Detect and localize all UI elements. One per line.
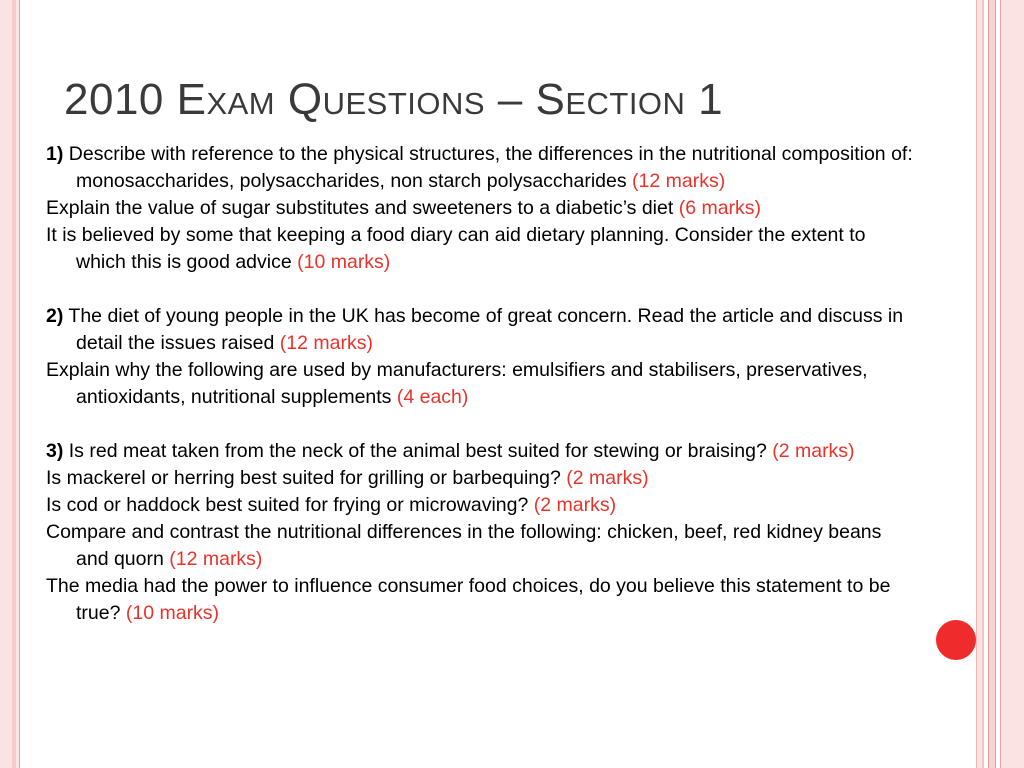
right-frame-band <box>988 0 996 768</box>
marks-label: (6 marks) <box>678 197 762 219</box>
red-circle-decoration <box>936 620 976 660</box>
marks-label: (2 marks) <box>772 440 855 462</box>
section-spacer <box>46 276 916 303</box>
question-item <box>46 357 916 411</box>
marks-label: (12 marks) <box>279 332 373 354</box>
question-item <box>46 519 916 573</box>
question-text: Is red meat taken from the neck of the animal best suited for stewing or braising? <box>68 440 767 462</box>
question-item <box>46 438 916 465</box>
slide-body <box>46 141 916 627</box>
left-frame-stripe <box>12 0 16 768</box>
marks-label: (4 each) <box>396 386 469 408</box>
question-text: Is mackerel or herring best suited for grilling or barbequing? <box>46 467 561 489</box>
right-frame-border <box>976 0 1024 768</box>
question-item <box>46 303 916 357</box>
question-text: Describe with reference to the physical structures, the differences in the nutritional composition of: monosaccharides, polysaccharides, non starch polysaccharides <box>68 143 913 192</box>
question-number: 2) <box>46 305 64 327</box>
marks-label: (10 marks) <box>125 602 220 624</box>
marks-label: (2 marks) <box>566 467 649 489</box>
marks-label: (12 marks) <box>632 170 726 192</box>
question-text: Compare and contrast the nutritional differences in the following: chicken, beef, red kidney beans and quorn <box>46 521 882 570</box>
question-text: Explain why the following are used by manufacturers: emulsifiers and stabilisers, preservatives, antioxidants, nutritional supplements <box>46 359 868 408</box>
section-spacer <box>46 411 916 438</box>
question-text: Explain the value of sugar substitutes and sweeteners to a diabetic’s diet <box>46 197 674 219</box>
left-frame-border <box>0 0 20 768</box>
question-item <box>46 195 916 222</box>
question-item <box>46 222 916 276</box>
marks-label: (2 marks) <box>533 494 617 516</box>
question-item <box>46 573 916 627</box>
marks-label: (10 marks) <box>297 251 391 273</box>
question-text: The media had the power to influence consumer food choices, do you believe this statement to be true? <box>46 575 891 624</box>
question-number: 3) <box>46 440 64 462</box>
question-item <box>46 141 916 195</box>
question-text: Is cod or haddock best suited for frying or microwaving? <box>46 494 529 516</box>
question-number: 1) <box>46 143 64 165</box>
marks-label: (12 marks) <box>169 548 263 570</box>
question-item <box>46 465 916 492</box>
slide-title: 2010 Exam Questions – Section 1 <box>64 75 724 124</box>
question-text: The diet of young people in the UK has become of great concern. Read the article and discuss in detail the issues raised <box>68 305 904 354</box>
question-text: It is believed by some that keeping a food diary can aid dietary planning. Consider the extent to which this is good advice <box>46 224 866 273</box>
right-frame-band <box>1000 0 1024 768</box>
question-item <box>46 492 916 519</box>
